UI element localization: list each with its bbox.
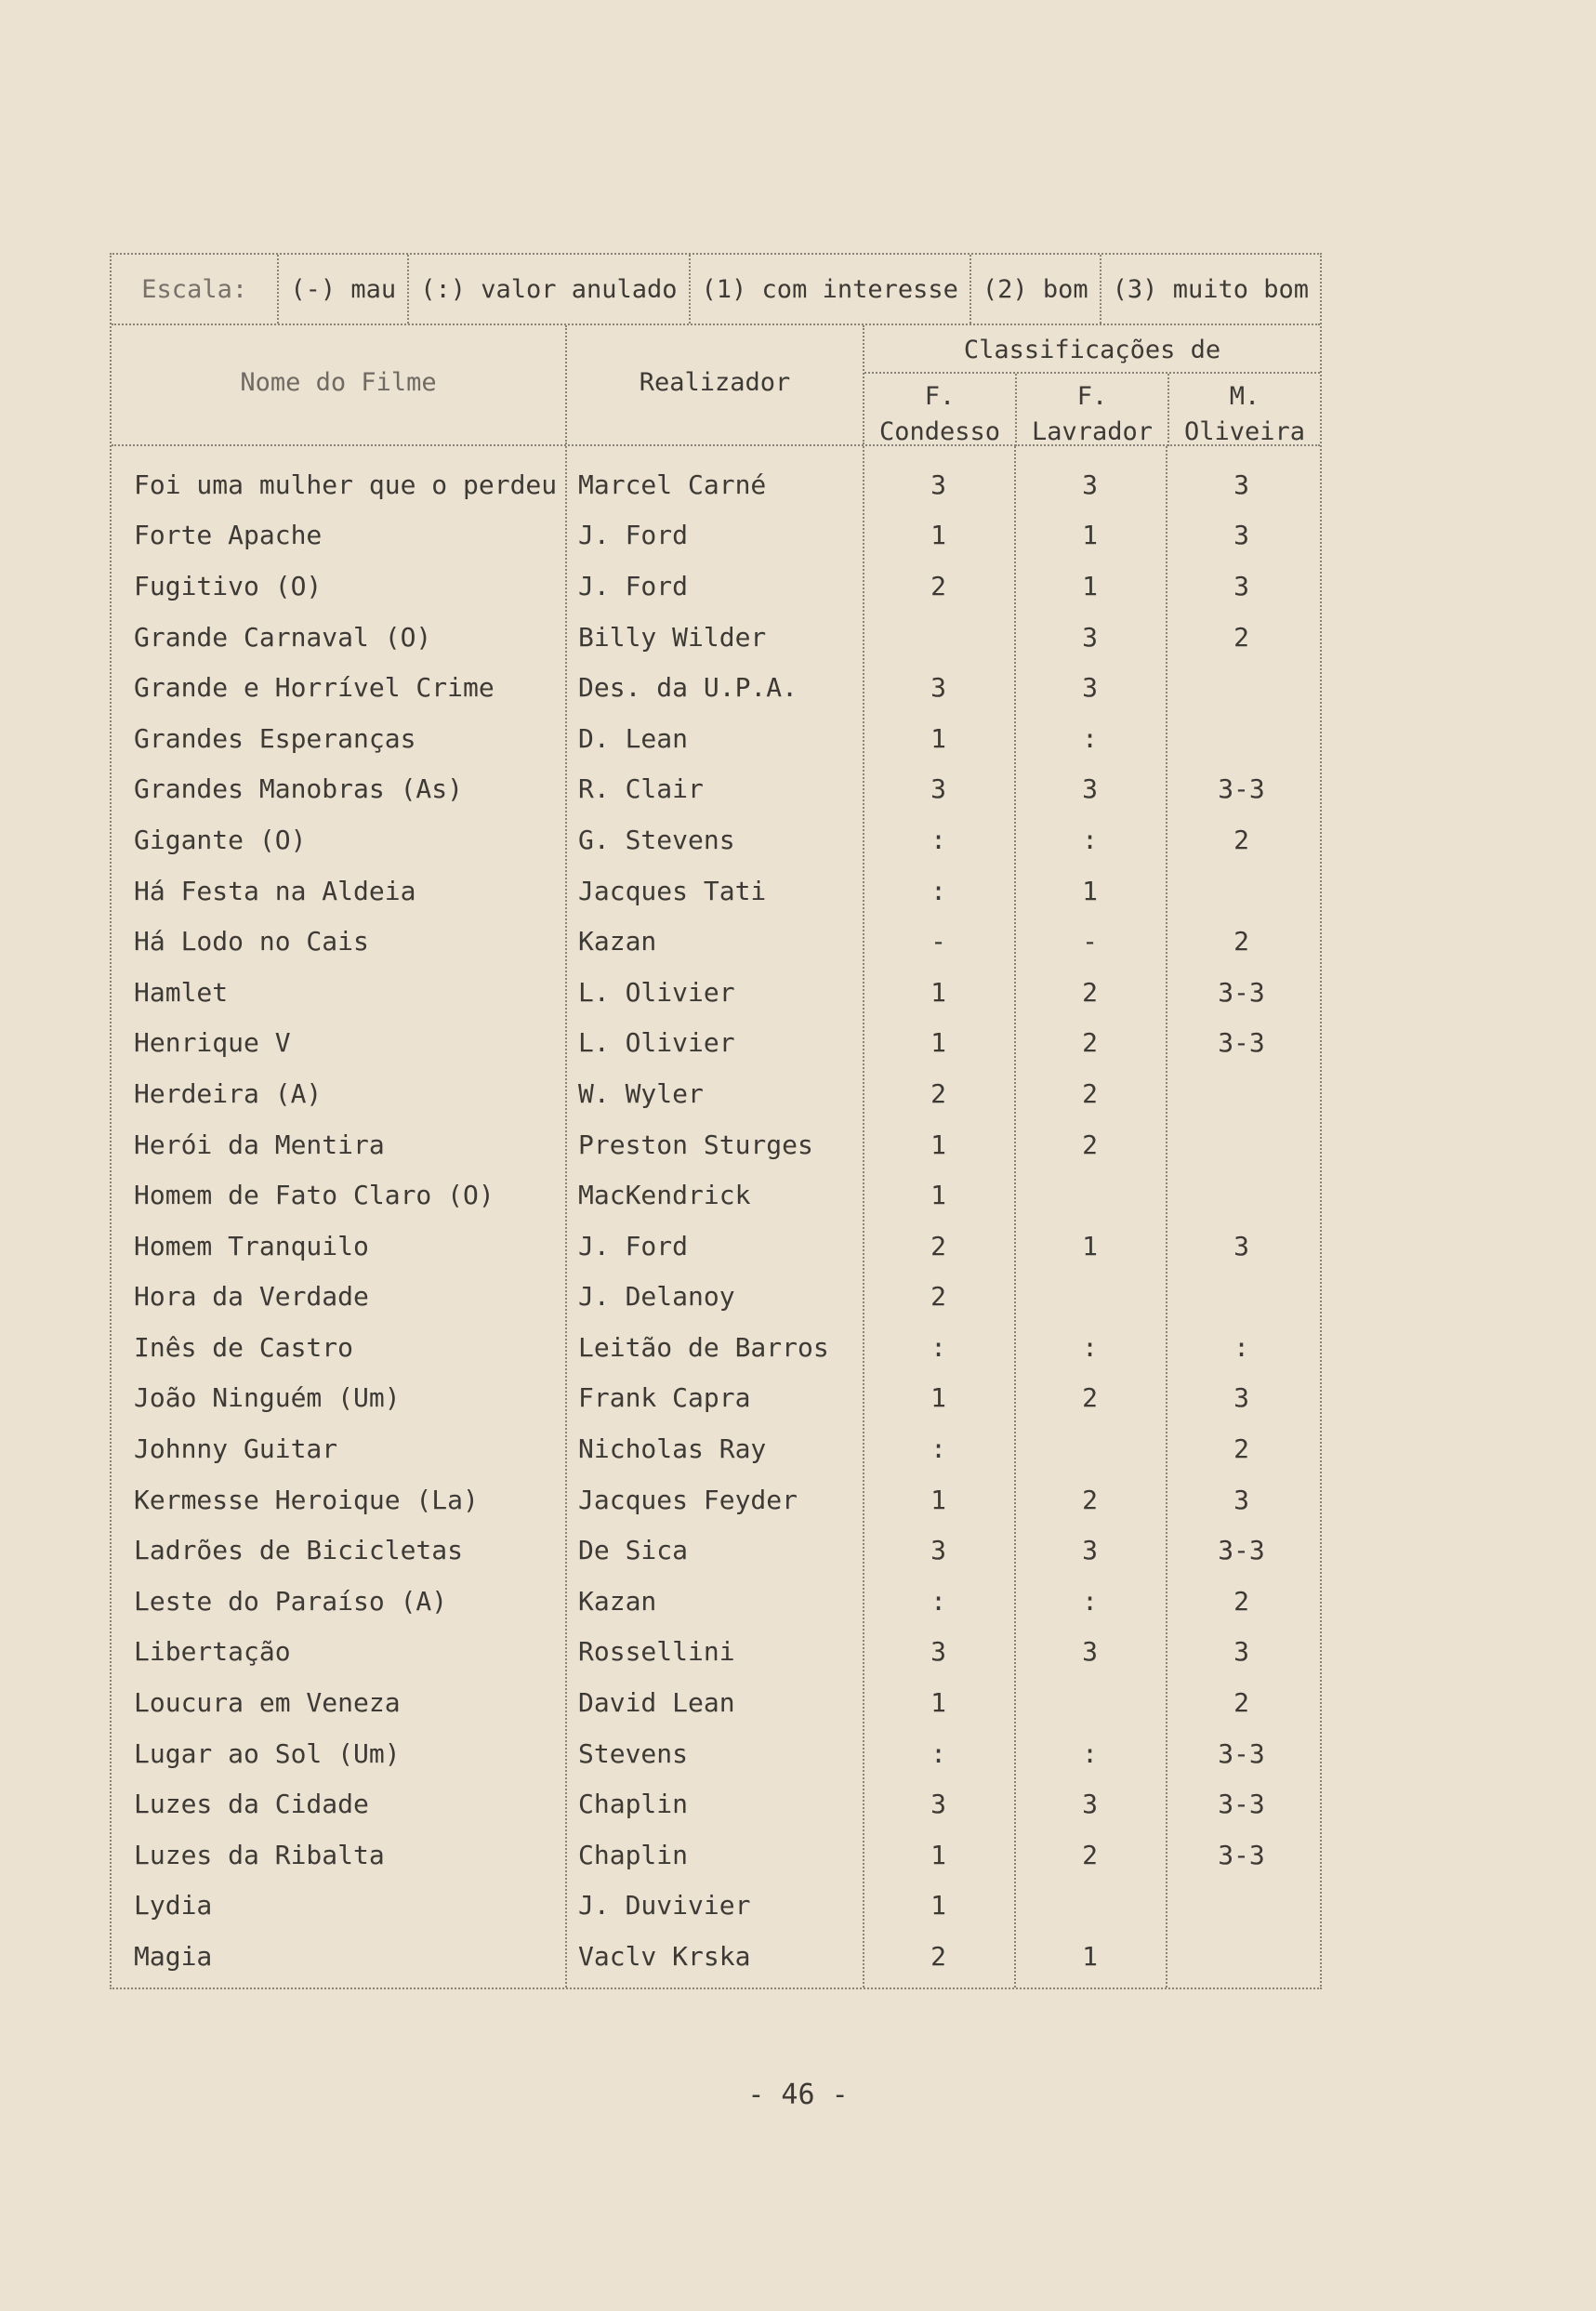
- column-divider: [1166, 446, 1167, 1987]
- rating-oliveira: 3-3: [1218, 976, 1265, 1008]
- rating-lavrador: 3: [1082, 1535, 1098, 1566]
- table-row: [112, 612, 1320, 663]
- scale-legend: [112, 255, 1320, 325]
- table-row: [112, 1931, 1320, 1982]
- header-director-col: [567, 325, 864, 444]
- table-row: [112, 1474, 1320, 1525]
- film-director: J. Ford: [578, 570, 689, 601]
- rating-oliveira: 3: [1233, 1636, 1249, 1668]
- critic-oliveira-initial: M.: [1229, 382, 1260, 411]
- film-director: Kazan: [578, 1585, 657, 1617]
- film-title: Grande Carnaval (O): [134, 621, 432, 653]
- table-row: [112, 1778, 1320, 1829]
- film-title: Loucura em Veneza: [134, 1687, 401, 1719]
- rating-lavrador: 2: [1082, 1839, 1098, 1870]
- scale-item-com-interesse: (1) com interesse: [691, 255, 971, 324]
- film-director: J. Duvivier: [578, 1890, 751, 1921]
- film-title: Herdeira (A): [134, 1077, 323, 1109]
- film-director: L. Olivier: [578, 976, 735, 1008]
- film-director: W. Wyler: [578, 1077, 704, 1109]
- rating-lavrador: 2: [1082, 1382, 1098, 1414]
- film-title: Henrique V: [134, 1027, 291, 1059]
- film-director: Rossellini: [578, 1636, 735, 1668]
- rating-oliveira: 2: [1233, 621, 1249, 653]
- table-row: [112, 459, 1320, 510]
- rating-condesso: 1: [930, 1180, 946, 1211]
- page-number: - 46 -: [747, 2079, 849, 2111]
- film-director: J. Ford: [578, 1230, 689, 1261]
- table-row: [112, 713, 1320, 764]
- rating-condesso: 2: [930, 1230, 946, 1261]
- critic-condesso-initial: F.: [924, 382, 956, 411]
- rating-lavrador: :: [1082, 1585, 1098, 1617]
- rating-oliveira: 2: [1233, 1687, 1249, 1719]
- rating-condesso: 2: [930, 1941, 946, 1973]
- rating-lavrador: 3: [1082, 1636, 1098, 1668]
- scale-item-muito-bom: (3) muito bom: [1112, 274, 1309, 304]
- rating-oliveira: 3: [1233, 570, 1249, 601]
- rating-oliveira: 3: [1233, 469, 1249, 500]
- table-row: [112, 916, 1320, 967]
- film-title: Forte Apache: [134, 520, 323, 551]
- rating-condesso: 3: [930, 1535, 946, 1566]
- classifications-title: Classificações de: [864, 325, 1320, 374]
- film-director: De Sica: [578, 1535, 689, 1566]
- rating-condesso: 1: [930, 1129, 946, 1160]
- table-row: [112, 1119, 1320, 1170]
- rating-condesso: 1: [930, 520, 946, 551]
- critic-condesso: [864, 374, 1017, 446]
- rating-condesso: 1: [930, 1382, 946, 1414]
- rating-oliveira: 3-3: [1218, 1535, 1265, 1566]
- rating-condesso: 3: [930, 1789, 946, 1820]
- rating-lavrador: 1: [1082, 875, 1098, 906]
- rating-lavrador: 2: [1082, 1484, 1098, 1515]
- table-row: [112, 1576, 1320, 1627]
- rating-lavrador: 2: [1082, 1077, 1098, 1109]
- film-title: Grande e Horrível Crime: [134, 672, 495, 704]
- rating-lavrador: 3: [1082, 621, 1098, 653]
- rating-condesso: :: [930, 1585, 946, 1617]
- rating-condesso: 3: [930, 469, 946, 500]
- film-title: Kermesse Heroique (La): [134, 1484, 479, 1515]
- film-director: Des. da U.P.A.: [578, 672, 798, 704]
- rating-condesso: 2: [930, 1281, 946, 1313]
- rating-lavrador: 3: [1082, 773, 1098, 805]
- film-director: Nicholas Ray: [578, 1433, 767, 1465]
- rating-condesso: 1: [930, 722, 946, 754]
- film-director: Marcel Carné: [578, 469, 767, 500]
- film-title: Johnny Guitar: [134, 1433, 338, 1465]
- rating-lavrador: -: [1082, 926, 1098, 957]
- table-row: [112, 967, 1320, 1018]
- critic-oliveira-name: Oliveira: [1183, 417, 1306, 446]
- critic-lavrador-name: Lavrador: [1031, 417, 1154, 446]
- table-row: [112, 662, 1320, 713]
- film-director: R. Clair: [578, 773, 704, 805]
- table-row: [112, 1221, 1320, 1272]
- critic-condesso-name: Condesso: [878, 417, 1001, 446]
- column-divider: [863, 446, 864, 1987]
- rating-lavrador: 1: [1082, 1941, 1098, 1973]
- table-row: [112, 1829, 1320, 1881]
- rating-oliveira: 2: [1233, 926, 1249, 957]
- table-row: [112, 1525, 1320, 1576]
- table-row: [112, 814, 1320, 865]
- rating-lavrador: 1: [1082, 570, 1098, 601]
- film-director: MacKendrick: [578, 1180, 751, 1211]
- rating-condesso: :: [930, 875, 946, 906]
- table-row: [112, 764, 1320, 815]
- film-director: D. Lean: [578, 722, 689, 754]
- rating-lavrador: 1: [1082, 520, 1098, 551]
- rating-condesso: :: [930, 1737, 946, 1769]
- rating-condesso: -: [930, 926, 946, 957]
- film-director: David Lean: [578, 1687, 735, 1719]
- ratings-table: [110, 253, 1322, 1989]
- film-title: Lugar ao Sol (Um): [134, 1737, 401, 1769]
- rating-oliveira: 3: [1233, 1484, 1249, 1515]
- scale-item-bom: (2) bom: [971, 255, 1101, 324]
- film-director: L. Olivier: [578, 1027, 735, 1059]
- film-title: Há Lodo no Cais: [134, 926, 369, 957]
- rating-oliveira: :: [1233, 1331, 1249, 1363]
- film-title: Ladrões de Bicicletas: [134, 1535, 464, 1566]
- column-divider: [1014, 446, 1016, 1987]
- film-director: J. Delanoy: [578, 1281, 735, 1313]
- scale-item-mau: (-) mau: [279, 255, 409, 324]
- film-director: Frank Capra: [578, 1382, 751, 1414]
- film-director: G. Stevens: [578, 824, 735, 855]
- film-director: Chaplin: [578, 1789, 689, 1820]
- table-row: [112, 1018, 1320, 1069]
- film-title: Hora da Verdade: [134, 1281, 369, 1313]
- film-title: Lydia: [134, 1890, 213, 1921]
- column-divider: [565, 446, 567, 1987]
- film-director: Leitão de Barros: [578, 1331, 829, 1363]
- table-body: [112, 446, 1320, 1987]
- film-title: Foi uma mulher que o perdeu: [134, 469, 558, 500]
- rating-condesso: 3: [930, 672, 946, 704]
- rating-oliveira: 3-3: [1218, 1839, 1265, 1870]
- rating-lavrador: 2: [1082, 1129, 1098, 1160]
- rating-lavrador: 2: [1082, 1027, 1098, 1059]
- film-director: Preston Sturges: [578, 1129, 813, 1160]
- table-row: [112, 561, 1320, 612]
- table-row: [112, 1881, 1320, 1932]
- film-title: Libertação: [134, 1636, 291, 1668]
- header-director: Realizador: [639, 368, 791, 397]
- film-title: Fugitivo (O): [134, 570, 323, 601]
- table-row: [112, 1322, 1320, 1373]
- rating-oliveira: 2: [1233, 824, 1249, 855]
- critic-lavrador-initial: F.: [1076, 382, 1108, 411]
- film-title: Homem de Fato Claro (O): [134, 1180, 495, 1211]
- rating-condesso: 1: [930, 1484, 946, 1515]
- table-row: [112, 1272, 1320, 1323]
- film-title: Gigante (O): [134, 824, 307, 855]
- table-row: [112, 510, 1320, 561]
- film-title: Grandes Esperanças: [134, 722, 416, 754]
- table-row: [112, 1677, 1320, 1728]
- film-director: Vaclv Krska: [578, 1941, 751, 1973]
- film-title: Há Festa na Aldeia: [134, 875, 416, 906]
- rating-oliveira: 3-3: [1218, 1789, 1265, 1820]
- film-title: Homem Tranquilo: [134, 1230, 369, 1261]
- film-director: Chaplin: [578, 1839, 689, 1870]
- scale-label: Escala:: [112, 255, 279, 324]
- film-title: Luzes da Cidade: [134, 1789, 369, 1820]
- rating-oliveira: 3-3: [1218, 1737, 1265, 1769]
- film-director: Stevens: [578, 1737, 689, 1769]
- rating-oliveira: 2: [1233, 1433, 1249, 1465]
- film-title: Inês de Castro: [134, 1331, 354, 1363]
- rating-lavrador: 1: [1082, 1230, 1098, 1261]
- rating-condesso: 2: [930, 570, 946, 601]
- rating-lavrador: :: [1082, 824, 1098, 855]
- rating-condesso: :: [930, 824, 946, 855]
- rating-condesso: 3: [930, 773, 946, 805]
- table-row: [112, 1423, 1320, 1474]
- rating-lavrador: :: [1082, 1331, 1098, 1363]
- rating-lavrador: :: [1082, 722, 1098, 754]
- film-director: Billy Wilder: [578, 621, 767, 653]
- rating-condesso: 1: [930, 1890, 946, 1921]
- film-title: João Ninguém (Um): [134, 1382, 401, 1414]
- rating-lavrador: 3: [1082, 1789, 1098, 1820]
- rating-condesso: 2: [930, 1077, 946, 1109]
- film-title: Herói da Mentira: [134, 1129, 385, 1160]
- rating-oliveira: 3-3: [1218, 1027, 1265, 1059]
- film-director: J. Ford: [578, 520, 689, 551]
- film-title: Leste do Paraíso (A): [134, 1585, 448, 1617]
- rating-condesso: 1: [930, 1687, 946, 1719]
- rating-lavrador: 3: [1082, 672, 1098, 704]
- rating-condesso: 1: [930, 1027, 946, 1059]
- rating-condesso: :: [930, 1433, 946, 1465]
- header-classifications: [864, 325, 1320, 444]
- rating-oliveira: 3: [1233, 1230, 1249, 1261]
- rating-oliveira: 2: [1233, 1585, 1249, 1617]
- table-row: [112, 1068, 1320, 1119]
- film-director: Jacques Tati: [578, 875, 767, 906]
- table-header: [112, 325, 1320, 446]
- header-film: Nome do Filme: [240, 368, 437, 397]
- rating-lavrador: :: [1082, 1737, 1098, 1769]
- film-title: Magia: [134, 1941, 213, 1973]
- table-row: [112, 1169, 1320, 1221]
- table-row: [112, 1728, 1320, 1779]
- rating-condesso: 3: [930, 1636, 946, 1668]
- film-title: Luzes da Ribalta: [134, 1839, 385, 1870]
- critic-oliveira: [1169, 374, 1320, 446]
- rating-condesso: :: [930, 1331, 946, 1363]
- film-title: Grandes Manobras (As): [134, 773, 464, 805]
- rating-oliveira: 3: [1233, 520, 1249, 551]
- film-director: Jacques Feyder: [578, 1484, 798, 1515]
- rating-condesso: 1: [930, 1839, 946, 1870]
- rating-condesso: 1: [930, 976, 946, 1008]
- table-row: [112, 1627, 1320, 1678]
- table-row: [112, 865, 1320, 917]
- rating-oliveira: 3: [1233, 1382, 1249, 1414]
- table-row: [112, 1373, 1320, 1424]
- rating-lavrador: 2: [1082, 976, 1098, 1008]
- rating-oliveira: 3-3: [1218, 773, 1265, 805]
- scale-item-valor-anulado: (:) valor anulado: [409, 255, 690, 324]
- rating-lavrador: 3: [1082, 469, 1098, 500]
- film-title: Hamlet: [134, 976, 229, 1008]
- header-film-col: [112, 325, 567, 444]
- film-director: Kazan: [578, 926, 657, 957]
- critic-lavrador: [1017, 374, 1169, 446]
